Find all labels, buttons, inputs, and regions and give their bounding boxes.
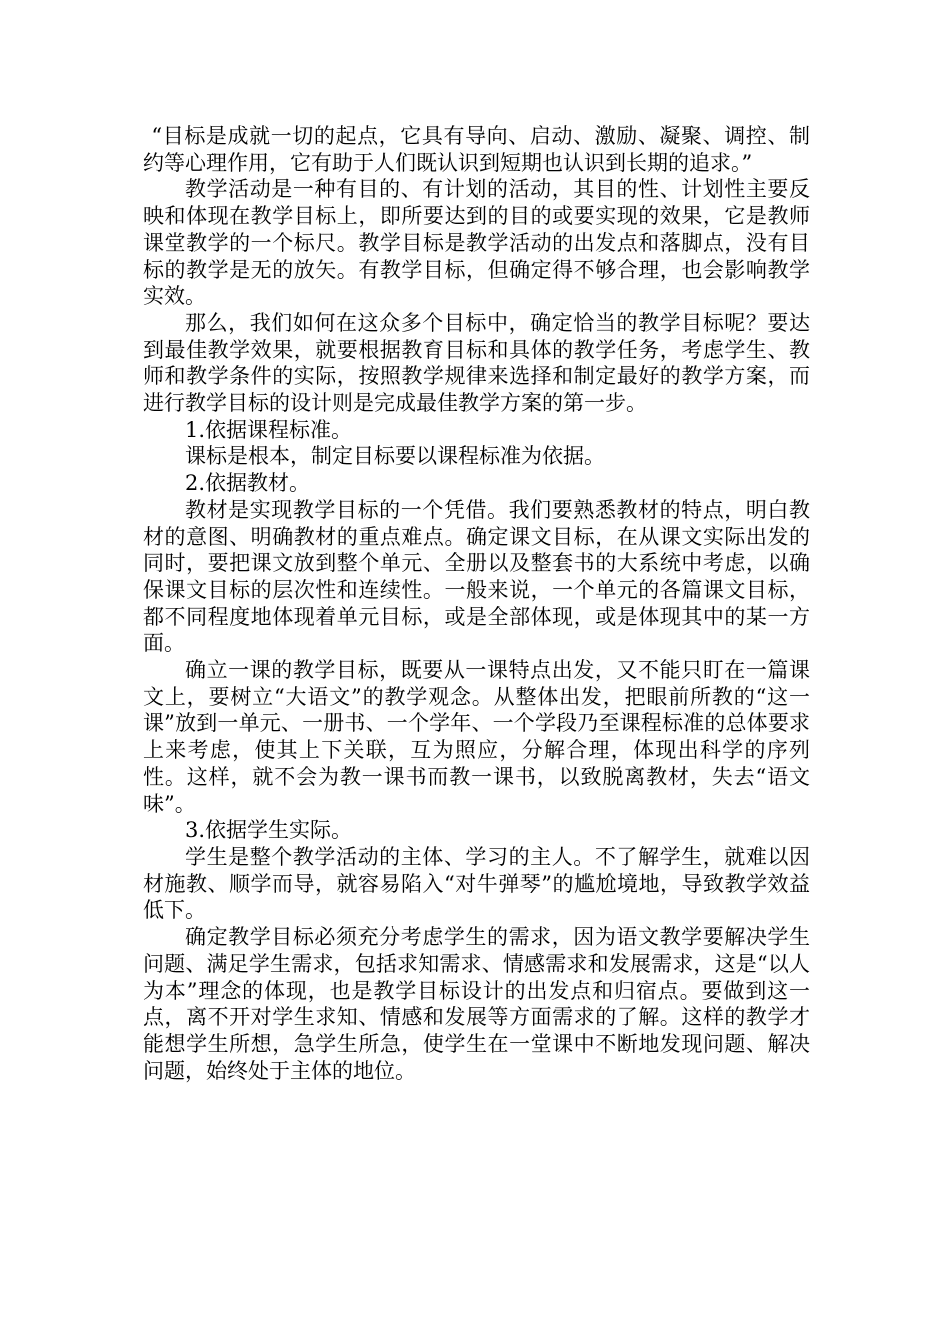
paragraph-student-needs: 确定教学目标必须充分考虑学生的需求，因为语文教学要解决学生问题、满足学生需求，包括求知需求、情感需求和发展需求，这是“以人为本”理念的体现，也是教学目标设计的出发点和归宿点。要做到这一点，离不开对学生求知、情感和发展等方面需求的了解。这样的教学才能想学生所想，急学生所急，使学生在一堂课中不断地发现问题、解决问题，始终处于主体的地位。 xyxy=(143,925,810,1083)
paragraph-textbook: 教材是实现教学目标的一个凭借。我们要熟悉教材的特点，明白教材的意图、明确教材的重点难点。确定课文目标，在从课文实际出发的同时，要把课文放到整个单元、全册以及整套书的大系统中考虑，以确保课文目标的层次性和连续性。一般来说，一个单元的各篇课文目标，都不同程度地体现着单元目标，或是全部体现，或是体现其中的某一方面。 xyxy=(143,497,810,656)
paragraph-students: 学生是整个教学活动的主体、学习的主人。不了解学生，就难以因材施教、顺学而导，就容易陷入“对牛弹琴”的尴尬境地，导致教学效益低下。 xyxy=(143,844,810,923)
heading-curriculum-standard: 1.依据课程标准。 xyxy=(185,417,353,442)
paragraph-curriculum-standard: 课标是根本，制定目标要以课程标准为依据。 xyxy=(185,444,605,469)
paragraph-quote: “目标是成就一切的起点，它具有导向、启动、激励、凝聚、调控、制约等心理作用，它有助于人们既认识到短期也认识到长期的追求。” xyxy=(143,124,810,175)
paragraph-lesson-goals: 确立一课的教学目标，既要从一课特点出发，又不能只盯在一篇课文上，要树立“大语文”的教学观念。从整体出发，把眼前所教的“这一课”放到一单元、一册书、一个学年、一个学段乃至课程标准的总体要求上来考虑，使其上下关联，互为照应，分解合理，体现出科学的序列性。这样，就不会为教一课书而教一课书，以致脱离教材，失去“语文味”。 xyxy=(143,658,810,816)
document-body xyxy=(143,123,810,1084)
heading-student-reality: 3.依据学生实际。 xyxy=(185,818,353,843)
heading-textbook: 2.依据教材。 xyxy=(185,471,311,496)
paragraph-how-to-set-goals: 那么，我们如何在这众多个目标中，确定恰当的教学目标呢？要达到最佳教学效果，就要根据教育目标和具体的教学任务，考虑学生、教师和教学条件的实际，按照教学规律来选择和制定最好的教学方案，而进行教学目标的设计则是完成最佳教学方案的第一步。 xyxy=(143,310,810,416)
paragraph-teaching-activity: 教学活动是一种有目的、有计划的活动，其目的性、计划性主要反映和体现在教学目标上，即所要达到的目的或要实现的效果，它是教师课堂教学的一个标尺。教学目标是教学活动的出发点和落脚点，没有目标的教学是无的放矢。有教学目标，但确定得不够合理，也会影响教学实效。 xyxy=(143,177,810,309)
